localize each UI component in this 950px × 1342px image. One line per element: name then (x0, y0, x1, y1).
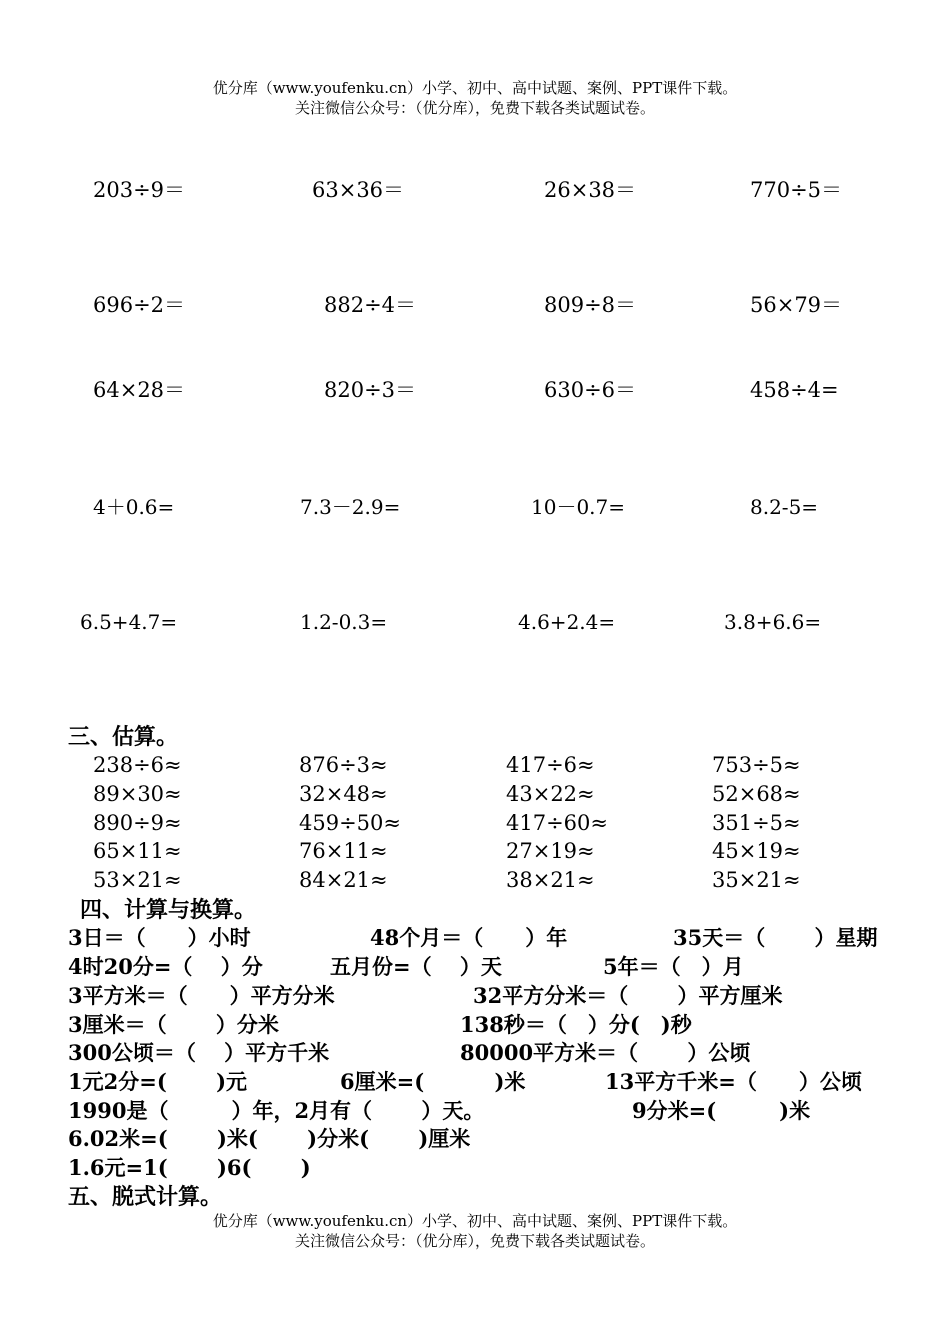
convert-item: 138秒＝（ ）分( )秒 (460, 1012, 692, 1037)
problem: 770÷5＝ (750, 178, 843, 202)
estimate-item: 32×48≈ (299, 782, 388, 806)
problem: 26×38＝ (544, 178, 637, 202)
section-title-section5: 五、脱式计算。 (68, 1184, 223, 1210)
convert-item: 13平方千米=（ ）公顷 (605, 1069, 862, 1094)
convert-item: 6厘米=( )米 (340, 1069, 526, 1094)
problem: 820÷3＝ (324, 378, 417, 402)
convert-item: 3日＝（ ）小时 (68, 925, 251, 950)
estimate-item: 417÷60≈ (506, 811, 608, 835)
estimate-item: 890÷9≈ (93, 811, 182, 835)
convert-item: 32平方分米＝（ ）平方厘米 (473, 983, 783, 1008)
estimate-item: 65×11≈ (93, 839, 182, 863)
estimate-item: 53×21≈ (93, 868, 182, 892)
problem: 8.2-5= (750, 495, 819, 519)
convert-item: 1.6元=1( )6( ) (68, 1155, 311, 1180)
problem: 7.3－2.9= (300, 495, 401, 519)
problem: 64×28＝ (93, 378, 186, 402)
estimate-item: 89×30≈ (93, 782, 182, 806)
header-line-2: 关注微信公众号：（优分库），免费下载各类试题试卷。 (294, 99, 655, 117)
footer-line-1: 优分库（www.youfenku.cn）小学、初中、高中试题、案例、PPT课件下载。 (212, 1212, 738, 1230)
convert-item: 五月份=（ ）天 (330, 954, 502, 979)
problem: 4.6+2.4= (518, 610, 616, 634)
problem: 809÷8＝ (544, 293, 637, 317)
problem: 10－0.7= (531, 495, 626, 519)
estimate-item: 38×21≈ (506, 868, 595, 892)
estimate-item: 27×19≈ (506, 839, 595, 863)
header-line-1: 优分库（www.youfenku.cn）小学、初中、高中试题、案例、PPT课件下载。 (212, 79, 738, 97)
convert-item: 5年＝（ ）月 (603, 954, 744, 979)
section-title-convert: 四、计算与换算。 (80, 897, 257, 923)
convert-item: 1990是（ ）年，2月有（ ）天。 (68, 1098, 485, 1123)
estimate-item: 43×22≈ (506, 782, 595, 806)
estimate-item: 45×19≈ (712, 839, 801, 863)
estimate-item: 76×11≈ (299, 839, 388, 863)
problem: 4＋0.6= (93, 495, 175, 519)
convert-item: 6.02米=( )米( )分米( )厘米 (68, 1126, 471, 1151)
estimate-item: 876÷3≈ (299, 753, 388, 777)
footer-line-2: 关注微信公众号：（优分库），免费下载各类试题试卷。 (294, 1232, 655, 1250)
estimate-item: 52×68≈ (712, 782, 801, 806)
estimate-item: 459÷50≈ (299, 811, 401, 835)
problem: 56×79＝ (750, 293, 843, 317)
problem: 6.5+4.7= (80, 610, 178, 634)
convert-item: 35天＝（ ）星期 (673, 925, 878, 950)
convert-item: 300公顷＝（ ）平方千米 (68, 1040, 330, 1065)
estimate-item: 417÷6≈ (506, 753, 595, 777)
estimate-item: 84×21≈ (299, 868, 388, 892)
problem: 3.8+6.6= (724, 610, 822, 634)
estimate-item: 351÷5≈ (712, 811, 801, 835)
section-title-estimate: 三、估算。 (68, 724, 179, 750)
estimate-item: 238÷6≈ (93, 753, 182, 777)
convert-item: 4时20分=（ ）分 (68, 954, 263, 979)
problem: 696÷2＝ (93, 293, 186, 317)
convert-item: 3厘米＝（ ）分米 (68, 1012, 279, 1037)
convert-item: 80000平方米＝（ ）公顷 (460, 1040, 751, 1065)
problem: 63×36＝ (312, 178, 405, 202)
problem: 882÷4＝ (324, 293, 417, 317)
convert-item: 9分米=( )米 (632, 1098, 811, 1123)
convert-item: 1元2分=( )元 (68, 1069, 248, 1094)
problem: 203÷9＝ (93, 178, 186, 202)
problem: 458÷4= (750, 378, 839, 402)
estimate-item: 753÷5≈ (712, 753, 801, 777)
convert-item: 3平方米＝（ ）平方分米 (68, 983, 335, 1008)
problem: 630÷6＝ (544, 378, 637, 402)
convert-item: 48个月＝（ ）年 (370, 925, 568, 950)
estimate-item: 35×21≈ (712, 868, 801, 892)
problem: 1.2-0.3= (300, 610, 388, 634)
